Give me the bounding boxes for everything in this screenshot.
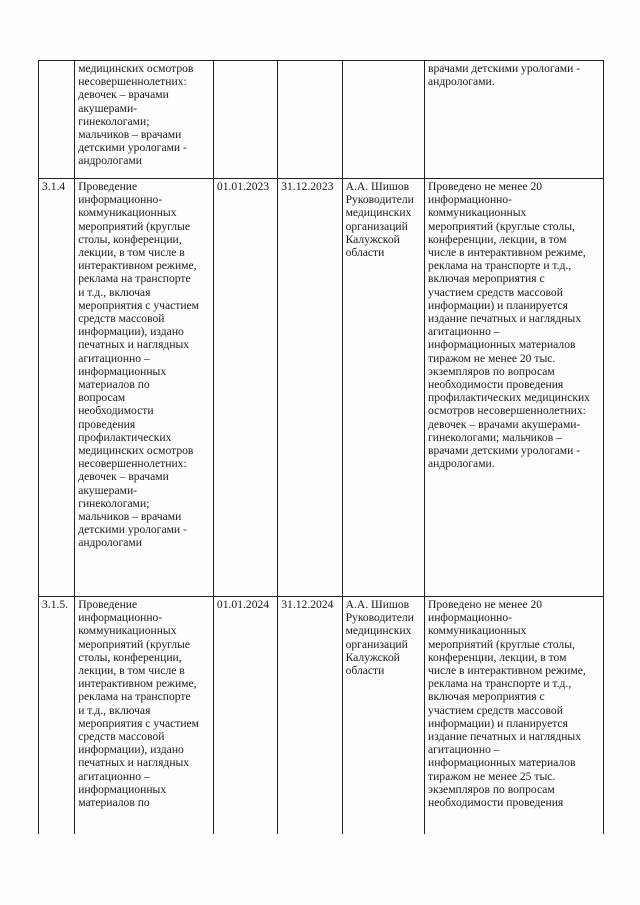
start-date: 01.01.2024 bbox=[213, 597, 277, 835]
result-text: Проведено не менее 20 информационно- коммуникационных мероприятий (круглые столы, конференции, лекции, в том числе в интерактивном режиме, реклама на транспорте и т.д., включая мероприятия с участием средств массовой информации) и планируется издание печатных и наглядных агитационно – информационных материалов тиражом не менее 25 тыс. экземпляров по вопросам необходимости проведения bbox=[425, 597, 604, 835]
result-text: врачами детскими урологами - андрологами. bbox=[425, 61, 604, 179]
end-date: 31.12.2023 bbox=[278, 179, 342, 597]
end-date bbox=[278, 61, 342, 179]
responsible-text: А.А. Шишов Руководители медицинских организаций Калужской области bbox=[342, 179, 424, 597]
activity-text: медицинских осмотров несовершеннолетних: девочек – врачами акушерами- гинекологами; мальчиков – врачами детскими урологами - андрологами bbox=[75, 61, 214, 179]
start-date bbox=[213, 61, 277, 179]
row-number: 3.1.5. bbox=[39, 597, 75, 835]
row-number bbox=[39, 61, 75, 179]
row-number: 3.1.4 bbox=[39, 179, 75, 597]
plan-table bbox=[38, 60, 604, 834]
start-date: 01.01.2023 bbox=[213, 179, 277, 597]
table-row bbox=[39, 179, 604, 597]
responsible-text: А.А. Шишов Руководители медицинских организаций Калужской области bbox=[342, 597, 424, 835]
activity-text: Проведение информационно- коммуникационных мероприятий (круглые столы, конференции, лекции, в том числе в интерактивном режиме, реклама на транспорте и т.д., включая мероприятия с участием средств массовой информации), издано печатных и наглядных агитационно – информационных материалов по bbox=[75, 597, 214, 835]
table-row bbox=[39, 597, 604, 835]
activity-text: Проведение информационно- коммуникационных мероприятий (круглые столы, конференции, лекции, в том числе в интерактивном режиме, реклама на транспорте и т.д., включая мероприятия с участием средств массовой информации), издано печатных и наглядных агитационно – информационных материалов по вопросам необходимости проведения профилактических медицинских осмотров несовершеннолетних: девочек – врачами акушерами- гинекологами; мальчиков – врачами детскими урологами - андрологами bbox=[75, 179, 214, 597]
table-row bbox=[39, 61, 604, 179]
end-date: 31.12.2024 bbox=[278, 597, 342, 835]
result-text: Проведено не менее 20 информационно- коммуникационных мероприятий (круглые столы, конференции, лекции, в том числе в интерактивном режиме, реклама на транспорте и т.д., включая мероприятия с участием средств массовой информации) и планируется издание печатных и наглядных агитационно – информационных материалов тиражом не менее 20 тыс. экземпляров по вопросам необходимости проведения профилактических медицинских осмотров несовершеннолетних: девочек – врачами акушерами- гинекологами; мальчиков – врачами детскими урологами - андрологами. bbox=[425, 179, 604, 597]
responsible-text bbox=[342, 61, 424, 179]
